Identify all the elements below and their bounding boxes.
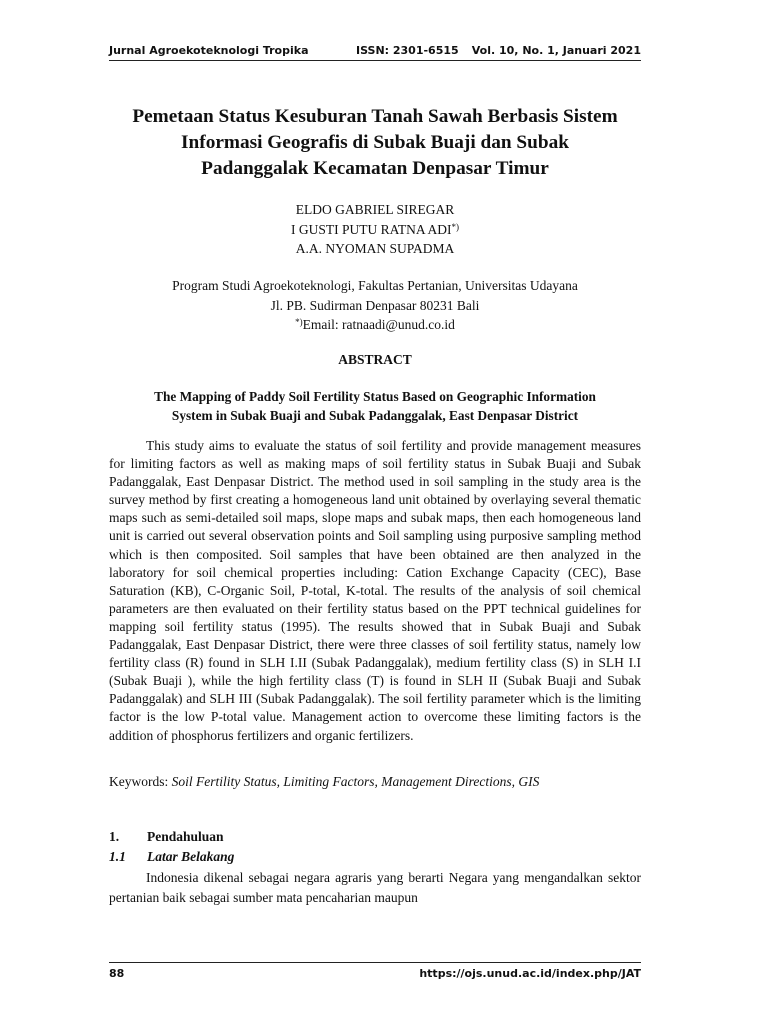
journal-url[interactable]: https://ojs.unud.ac.id/index.php/JAT (419, 967, 641, 980)
issn: ISSN: 2301-6515 (356, 44, 459, 57)
page-number: 88 (109, 967, 125, 980)
footer-rule (109, 962, 641, 963)
corresponding-mark: *) (451, 221, 459, 232)
english-title-line: The Mapping of Paddy Soil Fertility Status Based on Geographic Information (154, 389, 596, 404)
keywords-values: Soil Fertility Status, Limiting Factors, Management Directions, GIS (171, 774, 540, 789)
title-line: Informasi Geografis di Subak Buaji dan Subak (181, 132, 569, 153)
title-line: Pemetaan Status Kesuburan Tanah Sawah Berbasis Sistem (132, 106, 618, 127)
affiliation-line: Program Studi Agroekoteknologi, Fakultas Pertanian, Universitas Udayana (172, 278, 578, 293)
author-name-corresponding: I GUSTI PUTU RATNA ADI*) (290, 221, 459, 237)
email-line (100, 315, 650, 335)
subsection-number: 1.1 (109, 849, 126, 864)
paper-title (100, 104, 650, 182)
email-mark: *) (295, 317, 303, 327)
email-link[interactable]: Email: ratnaadi@unud.co.id (302, 317, 455, 332)
header-rule (109, 60, 641, 61)
author-name: ELDO GABRIEL SIREGAR (295, 202, 455, 217)
section-title: Pendahuluan (147, 829, 224, 844)
body-paragraph (109, 868, 641, 908)
section-heading (109, 829, 224, 845)
subsection-title: Latar Belakang (147, 849, 235, 864)
section-number: 1. (109, 829, 120, 844)
author-list (100, 200, 650, 259)
journal-name: Jurnal Agroekoteknologi Tropika (109, 44, 309, 57)
keywords-line (109, 774, 641, 790)
abstract-paragraph (109, 437, 641, 745)
abstract-text: This study aims to evaluate the status of soil fertility and provide management measures for limiting factors as well as making maps of soil fertility status in Subak Buaji and Subak Padanggalak, East Denpasar District. The method used in soil sampling in the study area is the survey method by first creating a homogeneous land unit obtained by overlaying several thematic maps such as semi-detailed soil maps, slope maps and subak maps, then each homogeneous land unit is carried out several observation points and Soil sampling using purposive sampling method which is then composited. Soil samples that have been obtained are then analyzed in the laboratory for soil chemical properties including: Cation Exchange Capacity (CEC), Base Saturation (KB), C-Organic Soil, P-total, K-total. The results of the analysis of soil chemical parameters are then evaluated on their fertility status based on the PPT technical guidelines for mapping soil fertility status (1995). The results showed that in Subak Buaji and Subak Padanggalak, East Denpasar District, there were three classes of soil fertility status, namely low fertility class (R) found in SLH I.II (Subak Padanggalak), medium fertility class (S) in SLH I.I (Subak Buaji ), while the high fertility class (T) is found in SLH II (Subak Buaji and Subak Padanggalak) and SLH III (Subak Padanggalak). The soil fertility parameter which is the limiting factor is the low P-total value. Management action to overcome these limiting factors is the addition of phosphorus fertilizers and organic fertilizers. (109, 438, 641, 743)
subsection-heading (109, 849, 234, 865)
volume-issue: Vol. 10, No. 1, Januari 2021 (471, 44, 641, 57)
author-name: A.A. NYOMAN SUPADMA (295, 241, 455, 256)
english-title-line: System in Subak Buaji and Subak Padanggalak, East Denpasar District (171, 408, 579, 423)
body-text: Indonesia dikenal sebagai negara agraris yang berarti Negara yang mengandalkan sektor pertanian baik sebagai sumber mata pencaharian maupun (109, 870, 641, 905)
abstract-heading: ABSTRACT (338, 352, 412, 367)
affiliation (100, 276, 650, 335)
keywords-label: Keywords: (109, 774, 169, 789)
english-title (100, 387, 650, 425)
affiliation-address: Jl. PB. Sudirman Denpasar 80231 Bali (270, 297, 480, 313)
title-line: Padanggalak Kecamatan Denpasar Timur (201, 158, 549, 179)
